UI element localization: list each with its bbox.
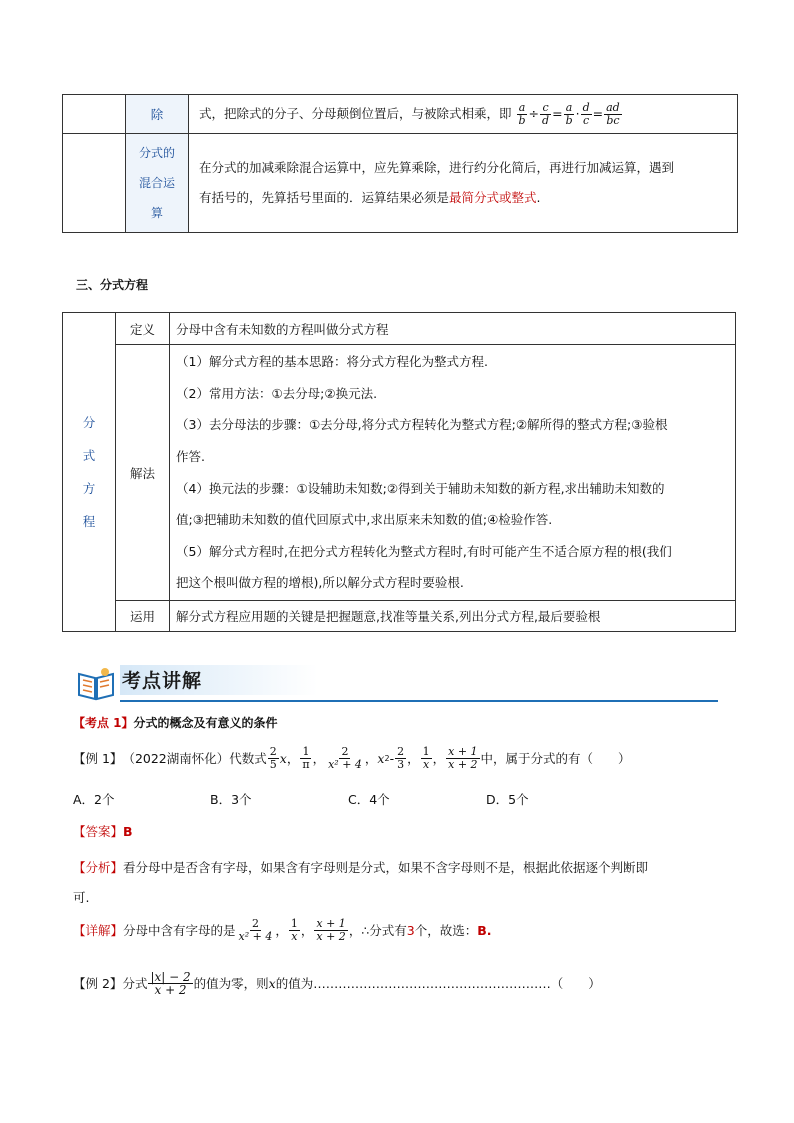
section-banner — [76, 662, 718, 704]
method-text — [170, 345, 736, 601]
banner-title: 考点讲解 — [122, 670, 203, 692]
analysis-block: 【分析】看分母中是否含有字母，如果含有字母则是分式，如果不含字母则不是，根据此依据逐个判断即 可. — [73, 860, 649, 905]
label-application: 运用 — [116, 601, 170, 632]
section-heading: 三、分式方程 — [76, 278, 149, 292]
answer-line: 【答案】B — [73, 824, 133, 839]
category-cell-blank — [63, 95, 126, 134]
option-c: C．4个 — [348, 792, 390, 807]
banner-underline — [120, 700, 718, 702]
application-text: 解分式方程应用题的关键是把握题意,找准等量关系,列出分式方程,最后要验根 — [170, 601, 736, 632]
definition-text: 分母中含有未知数的方程叫做分式方程 — [170, 313, 736, 345]
example-1-question: 【例 1】 （2022湖南怀化）代数式 $\frac{2}{5}$ x ， $\frac{1}{\pi}$ ， $\frac{2}{\text{x² + 4}}$ ， x 2 - $\frac{2}{3}$ ， $\frac{1}{x}$ ， $\frac{x + 1}{x + 2}$ 中，属于分式的有（ ） — [73, 744, 631, 771]
label-definition: 定义 — [116, 313, 170, 345]
option-b: B．3个 — [210, 792, 252, 807]
detail-line: 【详解】 分母中含有字母的是 $\frac{2}{\text{x² + 4}}$ ， $\frac{1}{x}$ ， $\frac{x + 1}{x + 2}$ ，∴分式有 3 个，故选： B. — [73, 916, 492, 943]
open-book-icon — [76, 666, 116, 702]
method-line: 把这个根叫做方程的增根),所以解分式方程时要验根. — [176, 575, 464, 591]
example-1-tag: 【例 1】 — [73, 751, 123, 766]
label-division: 除 — [126, 95, 189, 134]
mixed-line-1: 在分式的加减乘除混合运算中，应先算乘除，进行约分化简后，再进行加减运算，遇到 — [199, 160, 675, 175]
label-mixed-operations: 分式的 混合运 算 — [126, 134, 189, 233]
method-line: （3）去分母法的步骤：①去分母,将分式方程转化为整式方程;②解所得的整式方程;③验根 — [176, 417, 668, 433]
method-line: （4）换元法的步骤：①设辅助未知数;②得到关于辅助未知数的新方程,求出辅助未知数的 — [176, 480, 665, 496]
example-1-tail: 中，属于分式的有（ ） — [480, 751, 631, 766]
division-formula: $\frac{a}{b}$ ÷ $\frac{c}{d}$ = $\frac{a}{b}$ · $\frac{d}{c}$ = $\frac{ad}{bc}$ — [518, 100, 620, 127]
label-method: 解法 — [116, 345, 170, 601]
example-1-source: （2022湖南怀化）代数式 — [122, 751, 267, 766]
option-a: A．2个 — [73, 792, 115, 807]
method-line: 值;③把辅助未知数的值代回原式中,求出原来未知数的值;④检验作答. — [176, 512, 553, 528]
highlight-simplest-form: 最简分式或整式 — [449, 190, 537, 205]
kaodian-heading: 【考点 1】分式的概念及有意义的条件 — [73, 716, 278, 730]
method-line: （5）解分式方程时,在把分式方程转化为整式方程时,有时可能产生不适合原方程的根(我们 — [176, 543, 672, 559]
method-line: （2）常用方法：①去分母;②换元法. — [176, 385, 378, 401]
mixed-operations-cell — [189, 134, 738, 233]
fractional-equation-table — [62, 312, 736, 632]
method-line: 作答. — [176, 448, 205, 464]
option-d: D．5个 — [486, 792, 529, 807]
mixed-line-2: 有括号的，先算括号里面的．运算结果必须是最简分式或整式. — [199, 190, 541, 205]
division-rule-cell — [189, 95, 738, 134]
category-cell-blank-2 — [63, 134, 126, 233]
division-rule-text: 式，把除式的分子、分母颠倒位置后，与被除式相乘，即 — [199, 105, 512, 121]
example-2-question: 【例 2】 分式 $\frac{|x| - 2}{x + 2}$ 的值为零，则 x 的值为…………………………………………………（ ） — [73, 969, 601, 997]
operations-table — [62, 94, 738, 233]
main-label-fractional-equation: 分 式 方 程 — [63, 313, 116, 632]
method-line: （1）解分式方程的基本思路：将分式方程化为整式方程. — [176, 354, 488, 370]
